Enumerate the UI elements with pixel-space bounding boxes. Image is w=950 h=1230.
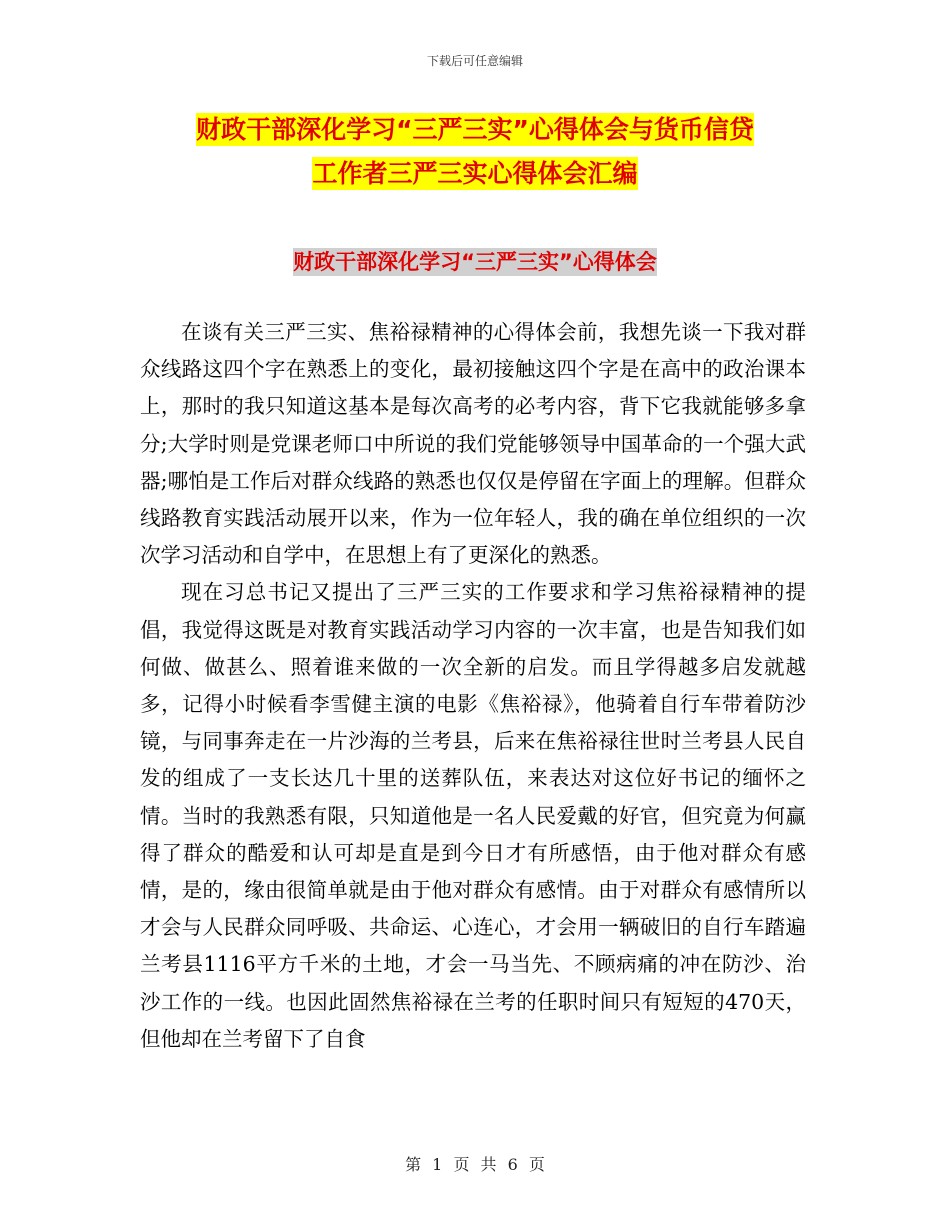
document-title-line-2: 工作者三严三实心得体会汇编 <box>312 159 638 188</box>
section-heading <box>0 244 950 280</box>
section-heading-text: 财政干部深化学习“三严三实”心得体会 <box>293 250 657 274</box>
body-paragraph-1: 在谈有关三严三实、焦裕禄精神的心得体会前，我想先谈一下我对群众线路这四个字在熟悉上的变化，最初接触这四个字是在高中的政治课本上，那时的我只知道这基本是每次高考的必考内容，背下它我就能够多拿分;大学时则是党课老师口中所说的我们党能够领导中国革命的一个强大武器;哪怕是工作后对群众线路的熟悉也仅仅是停留在字面上的理解。但群众线路教育实践活动展开以来，作为一位年轻人，我的确在单位组织的一次次学习活动和自学中，在思想上有了更深化的熟悉。 <box>140 320 806 568</box>
document-title-line-1: 财政干部深化学习“三严三实”心得体会与货币信贷 <box>196 115 754 144</box>
document-title <box>120 108 830 196</box>
document-body <box>140 314 806 1058</box>
page-header-note: 下载后可任意编辑 <box>426 54 523 68</box>
body-paragraph-2: 现在习总书记又提出了三严三实的工作要求和学习焦裕禄精神的提倡，我觉得这既是对教育实践活动学习内容的一次丰富，也是告知我们如何做、做甚么、照着谁来做的一次全新的启发。而且学得越多启发就越多，记得小时候看李雪健主演的电影《焦裕禄》，他骑着自行车带着防沙镜，与同事奔走在一片沙海的兰考县，后来在焦裕禄往世时兰考县人民自发的组成了一支长达几十里的送葬队伍，来表达对这位好书记的缅怀之情。当时的我熟悉有限，只知道他是一名人民爱戴的好官，但究竟为何赢得了群众的酷爱和认可却是直是到今日才有所感悟，由于他对群众有感情，是的，缘由很简单就是由于他对群众有感情。由于对群众有感情所以才会与人民群众同呼吸、共命运、心连心，才会用一辆破旧的自行车踏遍兰考县1116平方千米的土地，才会一马当先、不顾病痛的冲在防沙、治沙工作的一线。也因此固然焦裕禄在兰考的任职时间只有短短的470天，但他却在兰考留下了自食 <box>140 580 806 1051</box>
page-number: 第 1 页 共 6 页 <box>405 1155 545 1174</box>
